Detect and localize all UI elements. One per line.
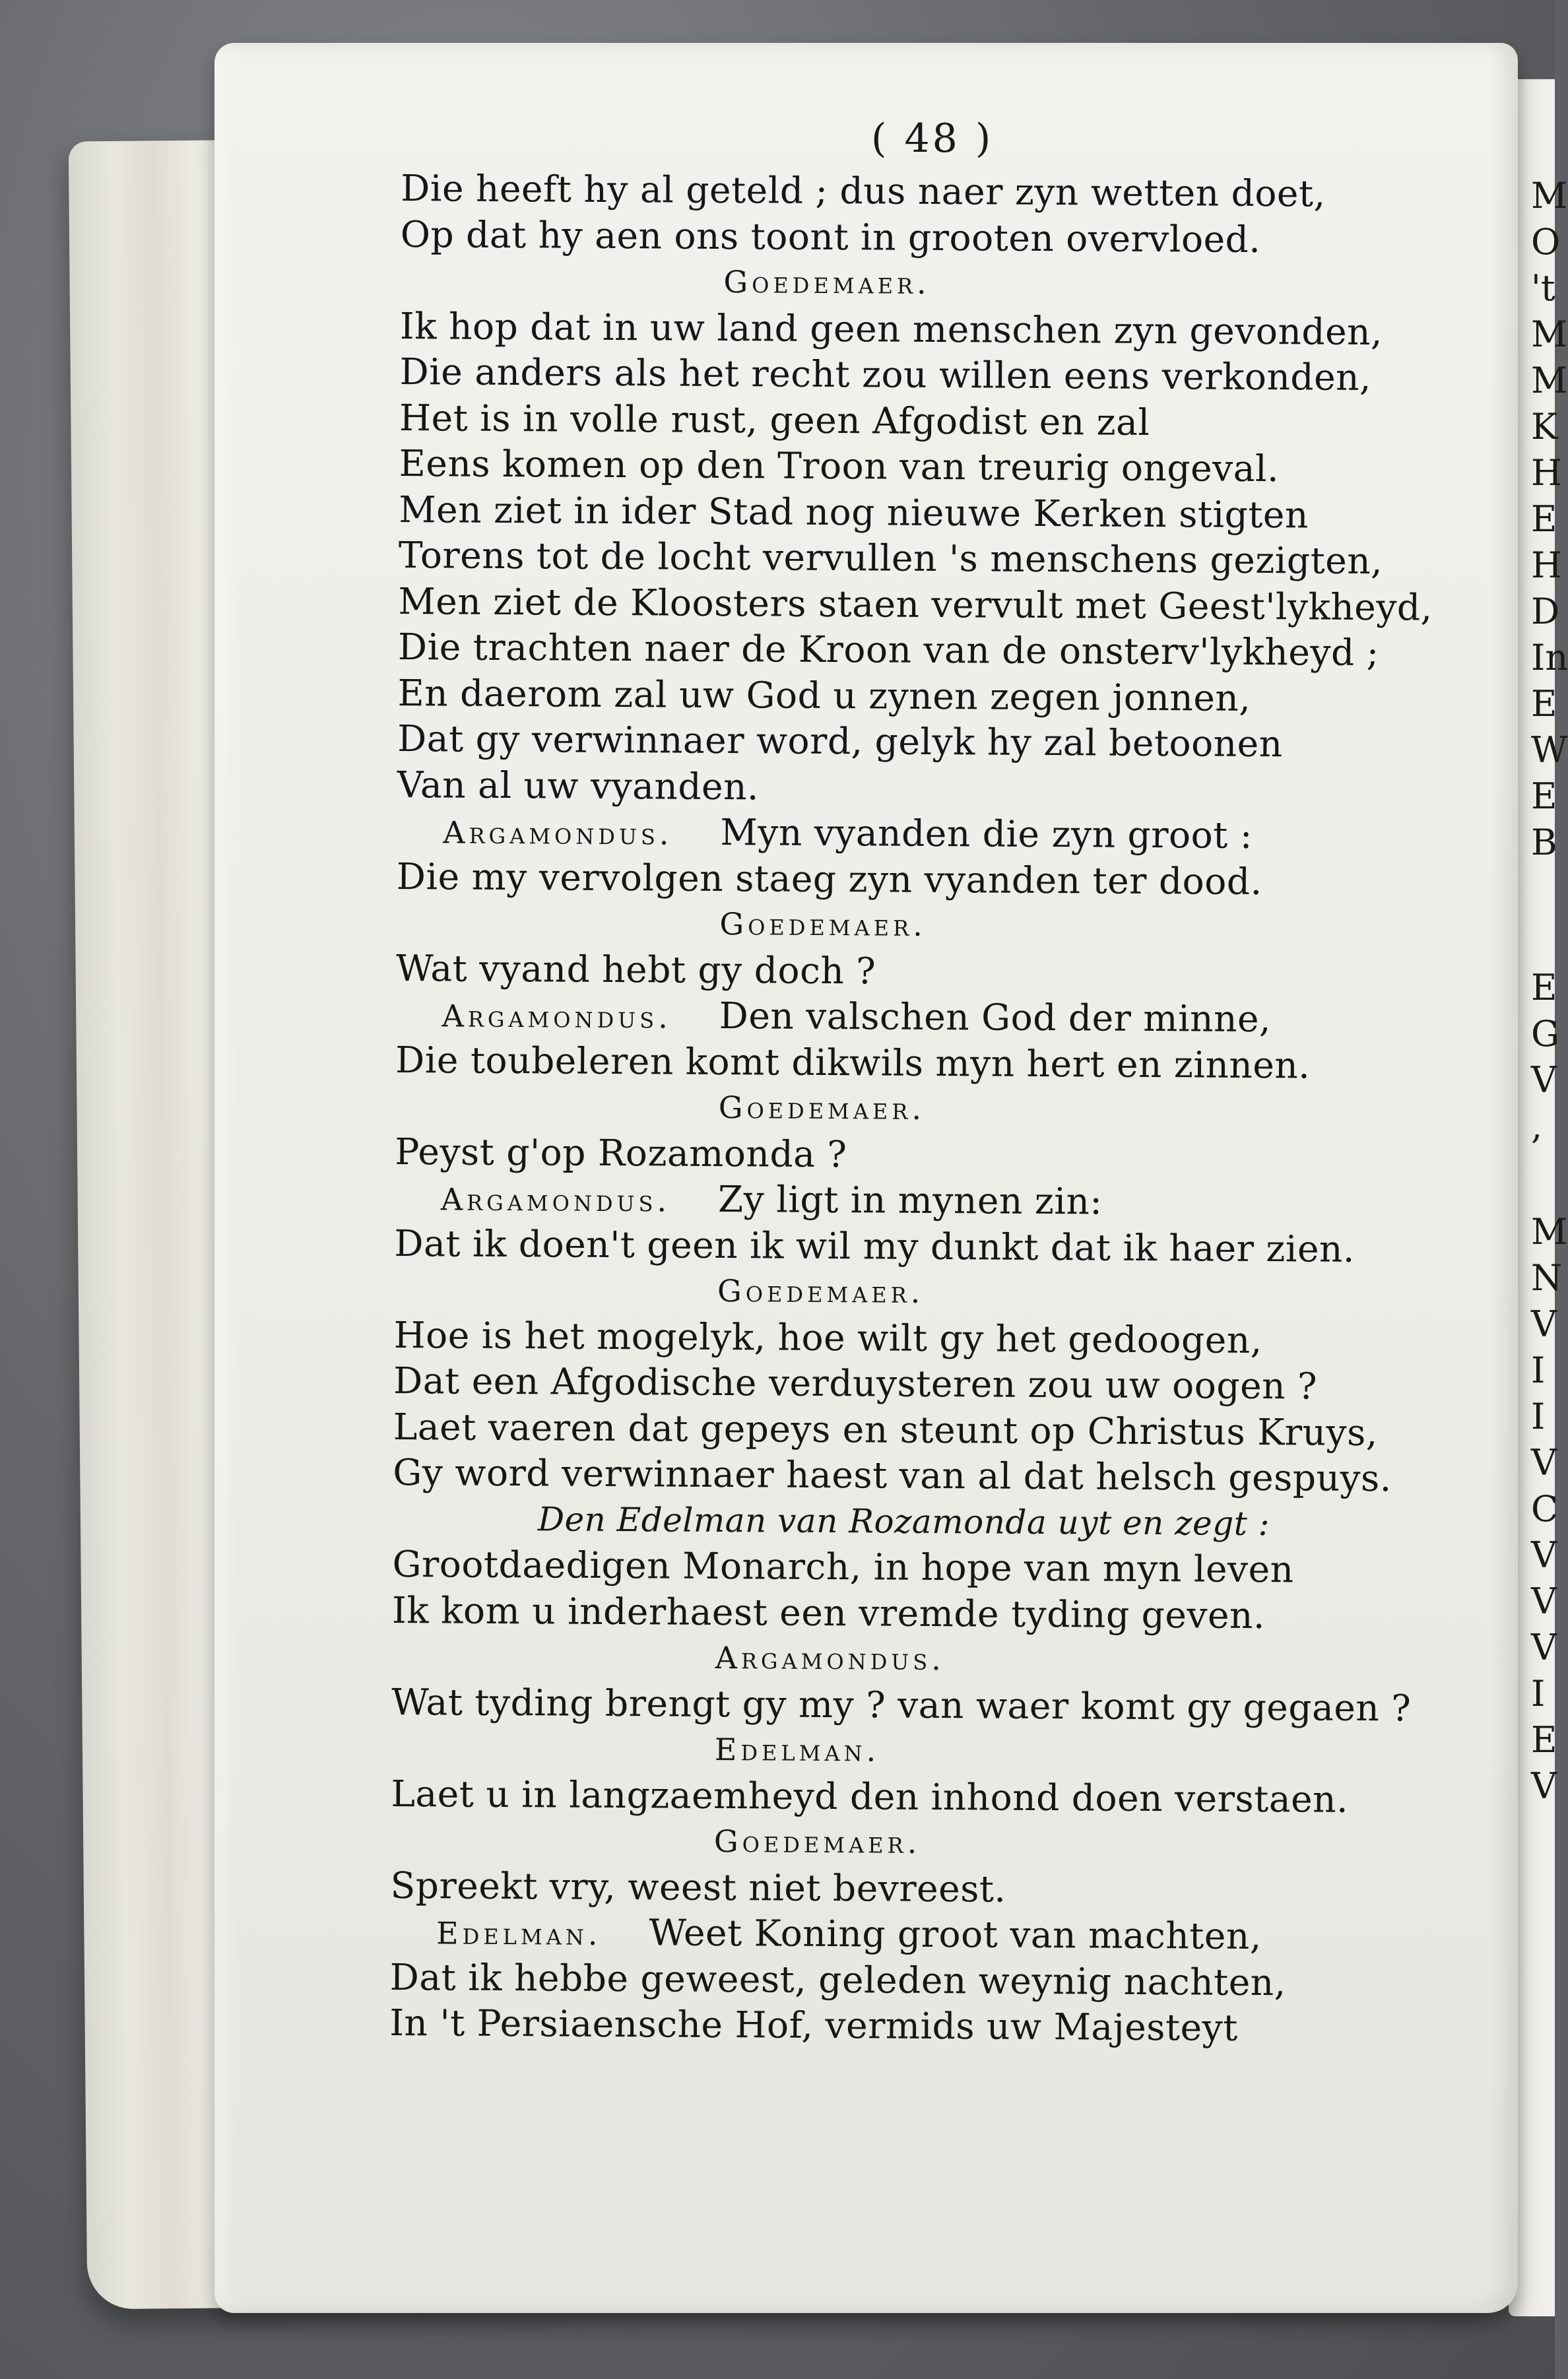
facing-page-letter: B xyxy=(1531,822,1557,863)
facing-page-letter: H xyxy=(1531,544,1563,586)
verse-text: Den valschen God der minne, xyxy=(719,994,1272,1041)
facing-page-letter: O xyxy=(1531,221,1561,263)
verse-line: In 't Persiaensche Hof, vermids uw Majesteyt xyxy=(389,2001,1239,2049)
verse-line: Laet vaeren dat gepeys en steunt op Christus Kruys, xyxy=(393,1405,1378,1454)
speaker-heading: Argamondus. xyxy=(715,1639,946,1678)
speaker-gap xyxy=(672,811,720,853)
speaker-name: Argamondus. xyxy=(440,1181,671,1219)
facing-page-letter: I xyxy=(1531,1350,1546,1391)
speaker-heading: Goedemaer. xyxy=(723,263,931,301)
verse-line: Die trachten naer de Kroon van de onsterv'lykheyd ; xyxy=(397,625,1379,674)
speaker-line xyxy=(441,991,1271,1044)
facing-page-letter: M xyxy=(1531,175,1568,216)
verse-line: Peyst g'op Rozamonda ? xyxy=(395,1130,847,1175)
speaker-name: Edelman. xyxy=(436,1915,602,1952)
verse-line: Van al uw vyanden. xyxy=(397,763,760,808)
facing-page-letter: K xyxy=(1531,406,1558,447)
speaker-gap xyxy=(601,1911,649,1953)
facing-page-letter: C xyxy=(1531,1488,1559,1530)
verse-line: Het is in volle rust, geen Afgodist en zal xyxy=(399,396,1150,443)
speaker-line xyxy=(436,1908,1262,1961)
verse-line: Spreekt vry, weest niet bevreest. xyxy=(390,1864,1006,1910)
facing-page-letter: E xyxy=(1531,1719,1557,1761)
verse-line: Op dat hy aen ons toont in grooten overvloed. xyxy=(400,212,1261,261)
facing-page-letter: H xyxy=(1531,452,1563,494)
verse-line: Dat gy verwinnaer word, gelyk hy zal betoonen xyxy=(397,717,1283,766)
facing-page-letter: V xyxy=(1531,1059,1557,1101)
facing-page-letter: N xyxy=(1531,1257,1563,1299)
speaker-line xyxy=(443,807,1253,860)
verse-line: Torens tot de locht vervullen 's menschens gezigten, xyxy=(398,533,1383,583)
verse-line: Wat tyding brengt gy my ? van waer komt gy gegaen ? xyxy=(391,1680,1412,1729)
speaker-gap xyxy=(670,1178,718,1220)
speaker-heading: Goedemaer. xyxy=(718,1089,926,1126)
verse-line: Eens komen op den Troon van treurig ongeval. xyxy=(399,441,1280,490)
facing-page-letter: I xyxy=(1531,1396,1546,1437)
facing-page-letter: G xyxy=(1531,1013,1560,1055)
verse-line: Dat ik doen't geen ik wil my dunkt dat ik haer zien. xyxy=(394,1222,1356,1270)
facing-page-letter: E xyxy=(1531,498,1557,540)
facing-page-letter: 't xyxy=(1531,267,1555,309)
facing-page-letter: V xyxy=(1531,1442,1557,1483)
facing-page-letter: M xyxy=(1531,1211,1568,1253)
verse-line: Ik hop dat in uw land geen menschen zyn gevonden, xyxy=(399,304,1383,353)
verse-text: Myn vyanden die zyn groot : xyxy=(720,810,1253,857)
facing-page-letter: In xyxy=(1531,637,1568,678)
verse-text: Zy ligt in mynen zin: xyxy=(717,1177,1103,1223)
verse-line: Hoe is het mogelyk, hoe wilt gy het gedoogen, xyxy=(393,1313,1262,1361)
facing-page-letter: V xyxy=(1531,1765,1557,1807)
verse-line: Laet u in langzaemheyd den inhond doen verstaen. xyxy=(391,1772,1349,1821)
speaker-name: Argamondus. xyxy=(443,814,673,852)
facing-page-letter: M xyxy=(1531,360,1568,401)
verse-line: Wat vyand hebt gy doch ? xyxy=(395,946,876,992)
facing-page-letter: V xyxy=(1531,1534,1557,1576)
speaker-gap xyxy=(672,994,719,1037)
speaker-heading: Edelman. xyxy=(714,1731,880,1769)
facing-page-letter: E xyxy=(1531,967,1557,1008)
facing-page-letter: , xyxy=(1531,1105,1543,1147)
facing-page-letter: V xyxy=(1531,1581,1557,1622)
speaker-line xyxy=(441,1174,1103,1226)
facing-page-letter: E xyxy=(1531,683,1557,725)
page-number: ( 48 ) xyxy=(871,115,994,162)
verse-line: Grootdaedigen Monarch, in hope van myn leven xyxy=(392,1542,1294,1591)
speaker-heading: Goedemaer. xyxy=(713,1823,921,1860)
facing-page-letter: E xyxy=(1531,775,1557,817)
verse-line: Gy word verwinnaer haest van al dat helsch gespuys. xyxy=(393,1450,1392,1500)
facing-page-letter: V xyxy=(1531,1627,1557,1668)
speaker-name: Argamondus. xyxy=(441,998,672,1035)
verse-line: Die toubeleren komt dikwils myn hert en zinnen. xyxy=(395,1038,1311,1086)
speaker-heading: Goedemaer. xyxy=(717,1272,925,1310)
verse-line: Men ziet de Kloosters staen vervult met Geest'lykheyd, xyxy=(398,579,1433,629)
speaker-heading: Goedemaer. xyxy=(719,905,927,943)
verse-line: Die anders als het recht zou willen eens verkonden, xyxy=(399,350,1372,399)
facing-page-letter: V xyxy=(1531,1303,1557,1345)
facing-page-letter: W xyxy=(1531,729,1568,771)
stage-direction: Den Edelman van Rozamonda uyt en zegt : xyxy=(537,1499,1270,1543)
verse-line: Dat een Afgodische verduysteren zou uw oogen ? xyxy=(393,1359,1318,1408)
verse-text: Weet Koning groot van machten, xyxy=(649,1911,1262,1958)
facing-page-letter: M xyxy=(1531,313,1568,355)
verse-line: Die my vervolgen staeg zyn vyanden ter dood. xyxy=(396,855,1262,903)
verse-line: Die heeft hy al geteld ; dus naer zyn wetten doet, xyxy=(401,166,1326,215)
verse-line: En daerom zal uw God u zynen zegen jonnen, xyxy=(397,671,1251,719)
verse-line: Ik kom u inderhaest een vremde tyding geven. xyxy=(391,1588,1266,1637)
facing-page-letter: D xyxy=(1531,591,1560,632)
verse-line: Dat ik hebbe geweest, geleden weynig nachten, xyxy=(389,1955,1286,2004)
facing-page-letter: I xyxy=(1531,1673,1546,1714)
verse-line: Men ziet in ider Stad nog nieuwe Kerken stigten xyxy=(399,488,1309,536)
